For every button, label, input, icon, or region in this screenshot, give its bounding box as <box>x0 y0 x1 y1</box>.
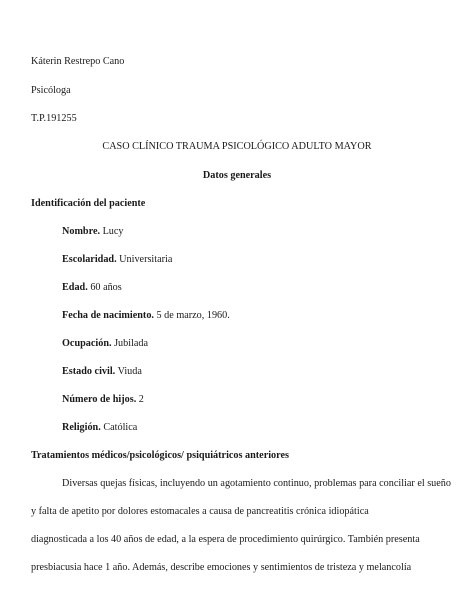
field-value: Católica <box>103 422 138 433</box>
field-ocupacion <box>62 338 148 350</box>
field-nombre <box>62 226 124 238</box>
paragraph-line: diagnosticada a los 40 años de edad, a la espera de procedimiento quirúrgico. También presenta <box>31 534 420 545</box>
paragraph-line: y falta de apetito por dolores estomacales a causa de pancreatitis crónica idiopática <box>31 506 369 517</box>
author-name: Káterin Restrepo Cano <box>31 56 125 67</box>
paragraph-line: presbiacusia hace 1 año. Además, describe emociones y sentimientos de tristeza y melancolía <box>31 562 412 573</box>
author-license: T.P.191255 <box>31 113 77 124</box>
field-label: Edad. <box>62 282 88 293</box>
field-label: Estado civil. <box>62 366 116 377</box>
field-value: Jubilada <box>114 338 149 349</box>
field-numero-hijos <box>62 394 144 406</box>
field-value: Universitaria <box>119 254 173 265</box>
field-edad <box>62 282 122 294</box>
field-estado-civil <box>62 366 142 378</box>
field-label: Número de hijos. <box>62 394 137 405</box>
section-heading-treatments: Tratamientos médicos/psicológicos/ psiquiátricos anteriores <box>31 450 289 461</box>
field-label: Nombre. <box>62 226 101 237</box>
field-value: 2 <box>138 394 144 405</box>
field-value: Lucy <box>102 226 124 237</box>
field-value: Viuda <box>117 366 142 377</box>
document-subtitle: Datos generales <box>202 170 272 181</box>
section-heading-identification: Identificación del paciente <box>31 198 146 209</box>
document-title: CASO CLÍNICO TRAUMA PSICOLÓGICO ADULTO MAYOR <box>102 141 372 152</box>
field-label: Ocupación. <box>62 338 112 349</box>
field-label: Fecha de nacimiento. <box>62 310 154 321</box>
field-value: 60 años <box>90 282 122 293</box>
field-label: Escolaridad. <box>62 254 117 265</box>
field-label: Religión. <box>62 422 101 433</box>
field-fecha-nacimiento <box>62 310 230 322</box>
author-role: Psicóloga <box>31 85 71 96</box>
field-value: 5 de marzo, 1960. <box>156 310 230 321</box>
paragraph-line: Diversas quejas físicas, incluyendo un agotamiento continuo, problemas para conciliar el sueño <box>62 478 451 489</box>
field-religion <box>62 422 137 434</box>
field-escolaridad <box>62 254 172 266</box>
